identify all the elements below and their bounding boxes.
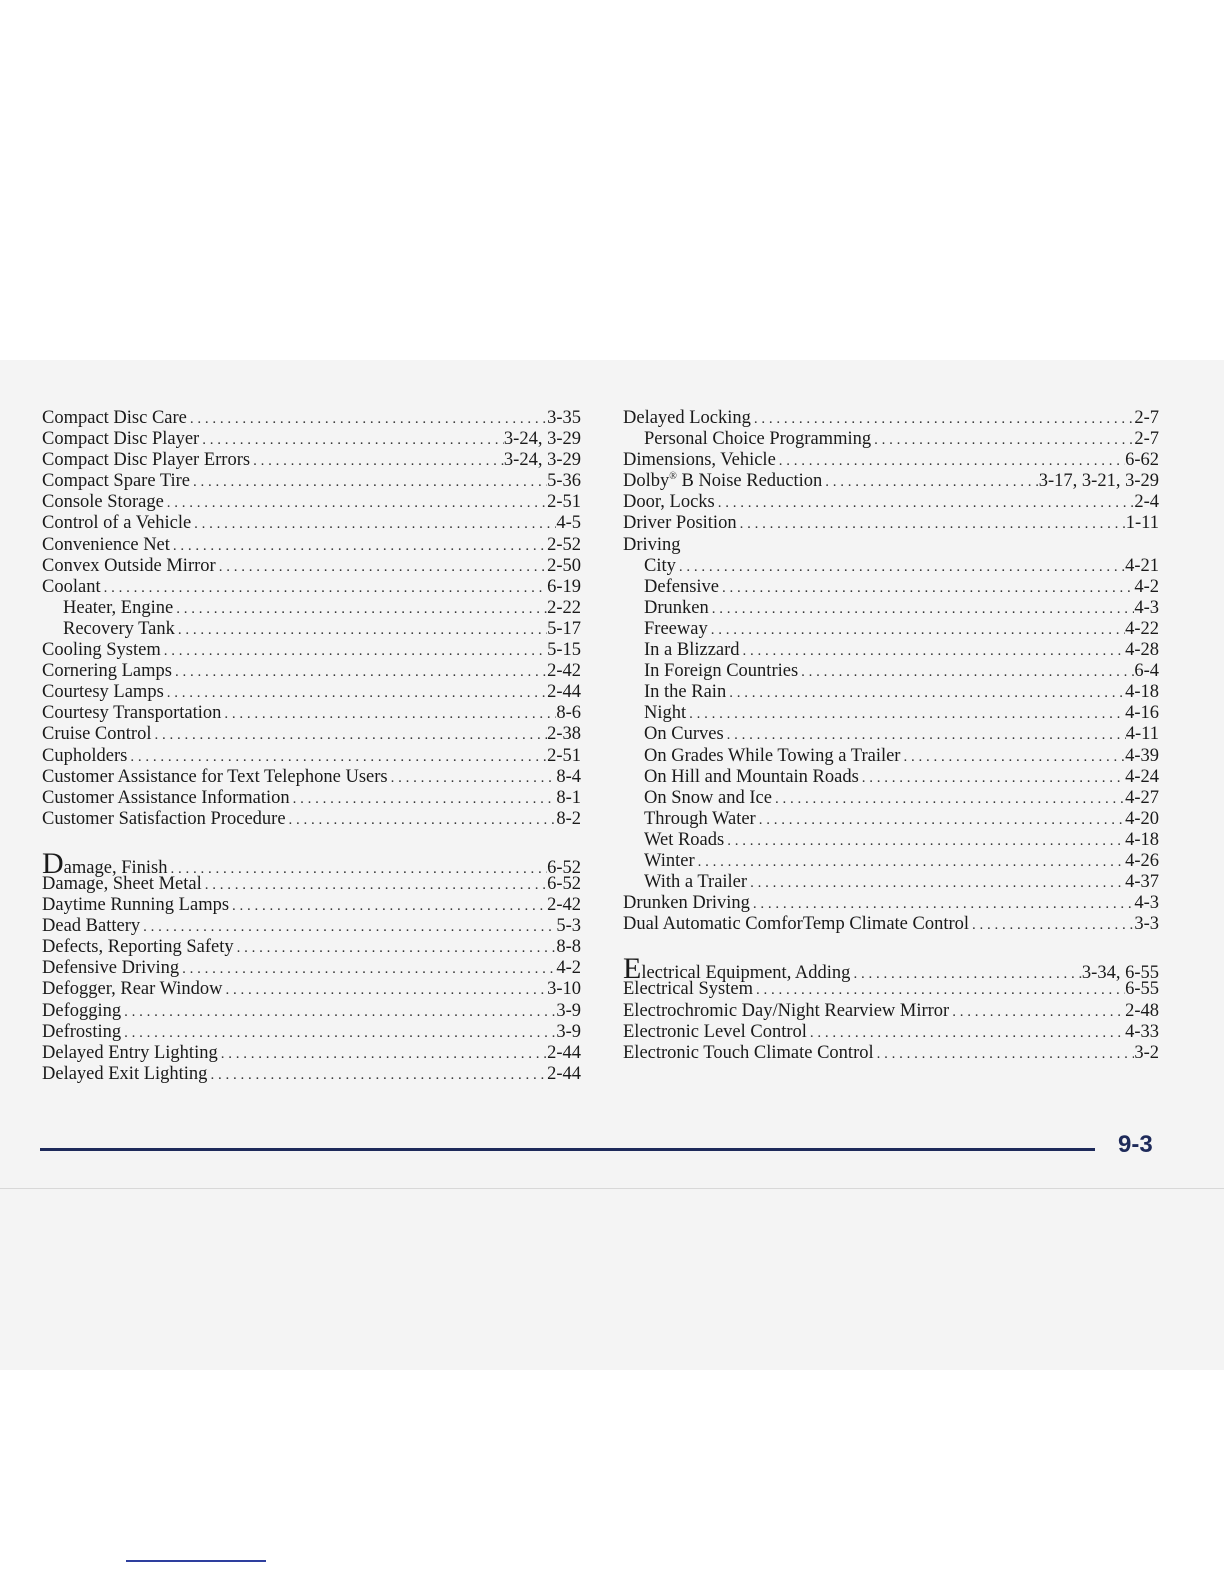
index-entry-page: 4-24 — [1125, 766, 1159, 787]
index-subentry — [42, 598, 581, 619]
index-entry-text: Compact Disc Care — [42, 408, 187, 428]
index-subentry — [623, 556, 1159, 577]
index-entry-page: 2-38 — [547, 724, 581, 745]
index-entry-text: Cupholders — [42, 745, 128, 766]
index-entry-page: 4-18 — [1125, 682, 1159, 703]
index-entry-page: 2-48 — [1125, 1000, 1159, 1021]
index-subentry — [623, 830, 1159, 851]
index-entry-text: Drunken — [644, 597, 709, 618]
index-entry-text: Electronic Level Control — [623, 1021, 807, 1042]
index-entry-page: 6-62 — [1125, 450, 1159, 471]
index-entry — [42, 556, 581, 577]
index-entry-text: Wet Roads — [644, 829, 725, 850]
index-entry-text: On Grades While Towing a Trailer — [644, 745, 901, 766]
index-entry-page: 2-44 — [547, 1063, 581, 1084]
index-entry-text: Freeway — [644, 618, 708, 639]
index-entry-text: Convenience Net — [42, 534, 170, 555]
index-entry-text: Compact Disc Player Errors — [42, 450, 251, 471]
index-entry-page: 8-1 — [556, 787, 581, 808]
index-entry-text: In a Blizzard — [644, 640, 740, 661]
index-entry — [42, 916, 581, 937]
index-entry-text: Heater, Engine — [63, 597, 174, 618]
index-entry-page: 6-52 — [547, 857, 581, 878]
index-entry-text: Control of a Vehicle — [42, 513, 192, 534]
index-entry — [42, 1064, 581, 1085]
scan-edge-line — [0, 1188, 1224, 1189]
index-group-e — [623, 979, 1159, 1063]
index-entry — [42, 767, 581, 788]
index-entry-text: Night — [644, 703, 687, 724]
index-entry-page: 3-34, 6-55 — [1081, 963, 1159, 984]
index-entry — [42, 682, 581, 703]
index-entry — [42, 535, 581, 556]
index-entry-page: 4-33 — [1125, 1021, 1159, 1042]
registered-mark: ® — [669, 471, 677, 483]
index-entry-text: Cornering Lamps — [42, 661, 172, 682]
index-entry — [623, 513, 1159, 534]
index-entry-page: 3-24, 3-29 — [503, 450, 581, 471]
index-entry-text: Personal Choice Programming — [644, 429, 872, 450]
index-entry-page: 3-9 — [556, 1021, 581, 1042]
index-entry — [42, 788, 581, 809]
index-group-c — [42, 408, 581, 830]
index-entry-page: 4-16 — [1125, 703, 1159, 724]
index-after-driving — [623, 893, 1159, 935]
index-entry-text: Through Water — [644, 808, 756, 829]
index-subentry — [623, 703, 1159, 724]
index-entry-text: Dual Automatic ComforTemp Climate Control — [623, 914, 970, 935]
index-entry-text: Delayed Locking — [623, 408, 751, 428]
index-subentry — [623, 767, 1159, 788]
index-entry — [623, 471, 1159, 492]
index-entry-page: 6-55 — [1125, 979, 1159, 1000]
index-entry — [42, 1001, 581, 1022]
index-entry — [623, 893, 1159, 914]
index-entry-page: 2-7 — [1134, 408, 1159, 428]
index-entry-page: 4-5 — [556, 513, 581, 534]
footer-rule — [40, 1148, 1095, 1151]
index-entry-page: 3-10 — [547, 979, 581, 1000]
index-entry-page: 3-17, 3-21, 3-29 — [1038, 471, 1159, 492]
index-entry-page: 3-35 — [547, 408, 581, 428]
index-entry-text: Electronic Touch Climate Control — [623, 1042, 874, 1063]
index-entry — [42, 640, 581, 661]
index-entry — [42, 958, 581, 979]
index-entry-text: Defogger, Rear Window — [42, 979, 223, 1000]
index-entry-text: B Noise Reduction — [676, 471, 823, 492]
index-entry-text: Dolby — [623, 471, 670, 492]
index-entry — [42, 874, 581, 895]
index-entry — [42, 809, 581, 830]
index-subentry — [42, 619, 581, 640]
index-entry-text: Cooling System — [42, 640, 161, 661]
index-entry-page: 4-11 — [1125, 724, 1159, 745]
index-entry-page: 4-22 — [1125, 618, 1159, 639]
index-entry-page: 2-42 — [547, 895, 581, 916]
index-subentry — [623, 809, 1159, 830]
index-entry-text: Customer Assistance for Text Telephone Users — [42, 766, 388, 787]
index-entry-text: Electrochromic Day/Night Rearview Mirror — [623, 1000, 950, 1021]
index-entry — [42, 450, 581, 471]
index-left-column — [42, 408, 581, 1085]
bottom-stub-line — [126, 1560, 266, 1562]
index-entry-page: 4-3 — [1134, 893, 1159, 914]
index-subentry — [623, 429, 1159, 450]
index-entry-text: With a Trailer — [644, 872, 748, 893]
index-entry-page: 2-44 — [547, 682, 581, 703]
index-entry-page: 4-18 — [1125, 829, 1159, 850]
index-entry — [42, 1022, 581, 1043]
index-entry-page: 6-19 — [547, 576, 581, 597]
index-entry-page: 2-7 — [1134, 429, 1159, 450]
index-entry-text: Defects, Reporting Safety — [42, 937, 234, 958]
index-entry-page: 8-4 — [556, 766, 581, 787]
index-entry-page: 5-17 — [547, 618, 581, 639]
index-entry-page: 4-37 — [1125, 872, 1159, 893]
index-entry-page: 3-24, 3-29 — [503, 429, 581, 450]
index-entry-text: Customer Assistance Information — [42, 787, 290, 808]
index-entry-text: In Foreign Countries — [644, 661, 799, 682]
index-entry-text: Damage, Sheet Metal — [42, 873, 202, 894]
index-entry-page: 2-4 — [1134, 492, 1159, 513]
index-entry-text: On Snow and Ice — [644, 787, 772, 808]
index-entry — [42, 577, 581, 598]
index-entry-text: Compact Spare Tire — [42, 471, 190, 492]
index-entry-text: Drunken Driving — [623, 893, 750, 914]
index-entry — [623, 1001, 1159, 1022]
index-entry-text: Coolant — [42, 576, 101, 597]
index-entry-text: On Curves — [644, 724, 724, 745]
index-entry-text: Defensive — [644, 576, 719, 597]
index-entry — [42, 895, 581, 916]
index-entry-text: Dead Battery — [42, 916, 141, 937]
index-heading-driving — [623, 535, 1159, 556]
index-entry-page: 4-20 — [1125, 808, 1159, 829]
index-entry-page: 4-39 — [1125, 745, 1159, 766]
index-entry-page: 2-51 — [547, 492, 581, 513]
index-entry-page: 4-27 — [1125, 787, 1159, 808]
index-entry — [42, 471, 581, 492]
index-entry-page: 3-9 — [556, 1000, 581, 1021]
index-entry — [42, 408, 581, 429]
index-entry-text: Cruise Control — [42, 724, 152, 745]
index-entry-page: 2-44 — [547, 1042, 581, 1063]
dropcap-letter: E — [623, 952, 642, 986]
index-right-column — [623, 408, 1159, 1064]
index-entry-text: Compact Disc Player — [42, 429, 200, 450]
dropcap-letter: D — [42, 846, 64, 880]
index-subentry — [623, 640, 1159, 661]
index-entry-text: Defogging — [42, 1000, 122, 1021]
index-subentry — [623, 851, 1159, 872]
index-entry-text: In the Rain — [644, 682, 727, 703]
index-entry-text: Customer Satisfaction Procedure — [42, 808, 286, 829]
index-entry-text: lectrical Equipment, Adding — [641, 963, 851, 984]
index-entry-text: amage, Finish — [63, 857, 168, 878]
index-entry-text: Winter — [644, 850, 695, 871]
index-driving-subentries — [623, 556, 1159, 894]
index-entry — [42, 724, 581, 745]
index-entry-page: 4-28 — [1125, 640, 1159, 661]
index-entry-page: 3-2 — [1134, 1042, 1159, 1063]
index-entry-text: Delayed Entry Lighting — [42, 1042, 218, 1063]
index-entry-text: Driving — [623, 534, 681, 555]
index-entry-page: 3-3 — [1134, 914, 1159, 935]
index-subentry — [623, 661, 1159, 682]
index-entry-text: City — [644, 555, 676, 576]
index-entry-text: Dimensions, Vehicle — [623, 450, 776, 471]
index-entry — [42, 429, 581, 450]
index-subentry — [623, 598, 1159, 619]
index-entry — [42, 513, 581, 534]
index-entry-text: Driver Position — [623, 513, 737, 534]
index-entry-text: On Hill and Mountain Roads — [644, 766, 859, 787]
index-entry — [42, 937, 581, 958]
index-entry — [623, 952, 1159, 986]
index-entry-page: 5-36 — [547, 471, 581, 492]
index-entry — [42, 979, 581, 1000]
index-entry-page: 4-3 — [1134, 597, 1159, 618]
index-entry — [42, 661, 581, 682]
index-entry-text: Convex Outside Mirror — [42, 555, 216, 576]
index-entry-page: 5-15 — [547, 640, 581, 661]
index-subentry — [623, 746, 1159, 767]
index-entry — [42, 1043, 581, 1064]
index-entry-page: 2-52 — [547, 534, 581, 555]
index-subentry — [623, 619, 1159, 640]
index-entry-page: 4-2 — [1134, 576, 1159, 597]
index-entry — [623, 1043, 1159, 1064]
index-entry-page: 1-11 — [1125, 513, 1159, 534]
index-entry-page: 2-50 — [547, 555, 581, 576]
index-entry — [623, 979, 1159, 1000]
index-subentry — [623, 788, 1159, 809]
index-entry-text: Console Storage — [42, 492, 164, 513]
index-entry — [42, 703, 581, 724]
index-subentry — [623, 724, 1159, 745]
page-number: 9-3 — [1118, 1131, 1153, 1158]
index-group-d — [42, 874, 581, 1085]
index-entry-page: 8-6 — [556, 703, 581, 724]
index-entry — [623, 450, 1159, 471]
index-entry-page: 2-42 — [547, 661, 581, 682]
index-entry-text: Defensive Driving — [42, 958, 180, 979]
index-subentry — [623, 872, 1159, 893]
index-entry-page: 2-22 — [547, 597, 581, 618]
index-entry-page: 4-21 — [1125, 555, 1159, 576]
index-entry — [42, 746, 581, 767]
index-entry-page: 5-3 — [556, 916, 581, 937]
index-entry-text: Electrical System — [623, 979, 753, 1000]
index-entry-page: 6-4 — [1134, 661, 1159, 682]
index-entry — [623, 914, 1159, 935]
index-entry-page: 8-8 — [556, 937, 581, 958]
index-entry — [623, 492, 1159, 513]
index-subentry — [623, 577, 1159, 598]
index-entry-text: Recovery Tank — [63, 618, 175, 639]
index-subentry — [623, 682, 1159, 703]
index-entry — [42, 846, 581, 880]
index-entry-text: Daytime Running Lamps — [42, 895, 230, 916]
index-entry-page: 4-2 — [556, 958, 581, 979]
index-entry-page: 6-52 — [547, 873, 581, 894]
index-entry-page: 8-2 — [556, 808, 581, 829]
index-entry-text: Door, Locks — [623, 492, 715, 513]
index-entry-text: Courtesy Lamps — [42, 682, 164, 703]
index-entry-text: Defrosting — [42, 1021, 122, 1042]
index-entry — [623, 1022, 1159, 1043]
index-entry-text: Delayed Exit Lighting — [42, 1063, 208, 1084]
index-entry — [42, 492, 581, 513]
index-entry-text: Courtesy Transportation — [42, 703, 222, 724]
index-entry — [623, 408, 1159, 429]
index-entry-page: 4-26 — [1125, 850, 1159, 871]
index-entry-page: 2-51 — [547, 745, 581, 766]
